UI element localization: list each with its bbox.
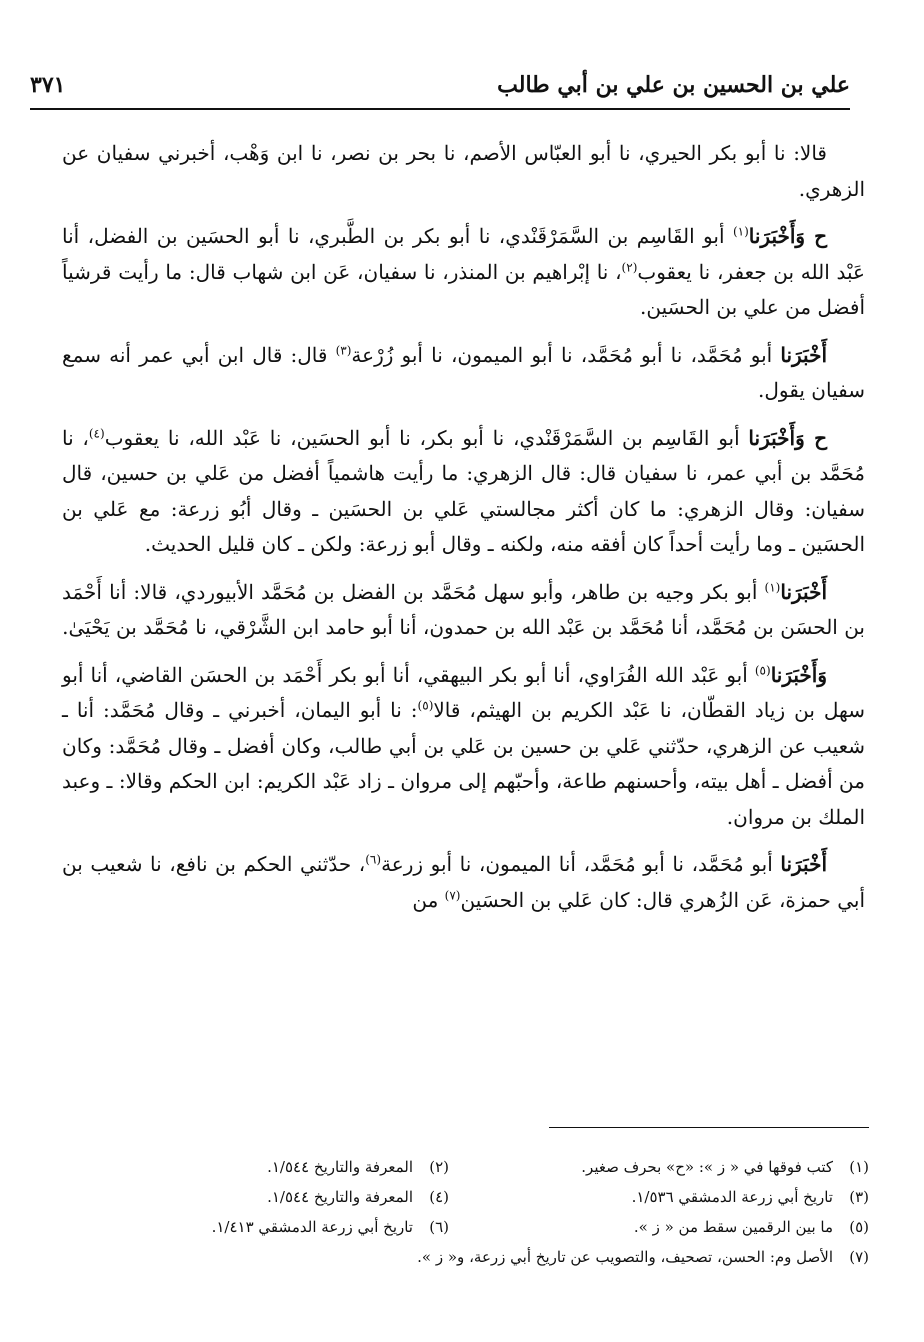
paragraph-7 [62, 847, 865, 918]
page-number: ٣٧١ [30, 72, 66, 98]
footnote-row [59, 1152, 869, 1182]
footnote-number: (٧) [849, 1248, 869, 1266]
footnote-marker: (١) [764, 579, 781, 594]
paragraph-4-text-b: ، نا مُحَمَّد بن أبي عمر، نا سفيان قال: قال الزهري: ما رأيت هاشمياً أفضل من عَلي بن حسين، قال سفيان: وقال الزهري: ما كان أكثر مجالستي عَلي بن الحسَين ـ وقال أبُو زرعة: مع عَلي بن الحسَين ـ وما رأيت أحداً كان أفقه منه، ولكنه ـ وقال أبو زرعة: ولكن ـ كان قليل الحديث. [62, 425, 865, 556]
footnote-number: (٣) [849, 1188, 869, 1206]
footnotes [59, 1152, 869, 1272]
footnote-marker: (٤) [88, 425, 105, 440]
isnad-keyword: ح وَأَخْبَرَنا [748, 224, 828, 248]
footnote-text: المعرفة والتاريخ ١/٥٤٤. [267, 1188, 413, 1206]
paragraph-3 [62, 338, 865, 409]
footnote-3 [632, 1182, 869, 1212]
paragraph-1-text: قالا: نا أبو بكر الحيري، نا أبو العبّاس الأصم، نا بحر بن نصر، نا ابن وَهْب، أخبرني سفيان عن الزهري. [62, 141, 865, 201]
footnote-marker: (٣) [335, 342, 352, 357]
footnote-number: (٤) [429, 1188, 449, 1206]
paragraph-3-text-b: قال: قال ابن أبي عمر أنه سمع سفيان يقول. [62, 342, 865, 402]
paragraph-7-text-a: أبو مُحَمَّد، نا أبو مُحَمَّد، أنا الميمون، نا أبو زرعة [381, 852, 781, 876]
main-text [62, 136, 865, 930]
footnote-text: كتب فوقها في « ز »: «ح» بحرف صغير. [581, 1158, 833, 1176]
footnote-text: تاريخ أبي زرعة الدمشقي ١/٥٣٦. [631, 1188, 833, 1206]
paragraph-4-text-a: أبو القَاسِم بن السَّمَرْقَنْدي، نا أبو بكر، نا أبو الحسَين، نا عَبْد الله، نا يعقوب [104, 425, 749, 450]
paragraph-5 [62, 575, 865, 646]
isnad-keyword: أَخْبَرَنا [780, 579, 827, 604]
footnote-row [59, 1242, 869, 1272]
footnote-row [59, 1182, 869, 1212]
footnote-number: (٥) [849, 1218, 869, 1236]
footnote-text: الأصل وم: الحسن، تصحيف، والتصويب عن تاريخ أبي زرعة، و« ز ». [417, 1248, 833, 1266]
footnote-text: تاريخ أبي زرعة الدمشقي ١/٤١٣. [211, 1218, 413, 1236]
isnad-keyword: وَأَخْبَرَنا [770, 662, 827, 687]
footnote-row [59, 1212, 869, 1242]
isnad-keyword: أَخْبَرَنا [780, 342, 827, 367]
footnote-marker: (٦) [365, 852, 382, 867]
running-header [30, 72, 850, 106]
header-rule [30, 108, 850, 110]
footnote-number: (١) [849, 1158, 869, 1176]
footnote-7 [417, 1242, 869, 1272]
paragraph-3-text-a: أبو مُحَمَّد، نا أبو مُحَمَّد، نا أبو الميمون، نا أبو زُرْعة [351, 342, 781, 367]
paragraph-5-text: أبو بكر وجيه بن طاهر، وأبو سهل مُحَمَّد بن الفضل بن مُحَمَّد الأبيوردي، قالا: أنا أَحْمَد بن الحسَن بن مُحَمَّد، أنا مُحَمَّد بن عَبْد الله بن حمدون، أنا أبو حامد ابن الشَّرْقي، نا مُحَمَّد بن يَحْيَىٰ. [62, 579, 865, 639]
paragraph-6-text-b: : نا أبو اليمان، أخبرني ـ وقال مُحَمَّد: أنا ـ شعيب عن الزهري، حدّثني عَلي بن حسين بن عَلي بن أبي طالب، وكان أفضل ـ وقال مُحَمَّد: وكان من أفضل ـ أهل بيته، وأحسنهم طاعة، وأحبّهم إلى مروان ـ زاد عَبْد الكريم: ابن الحكم وقالا: ـ وعبد الملك بن مروان. [62, 698, 865, 829]
paragraph-2-text-a: أبو القَاسِم بن السَّمَرْقَنْدي، نا أبو بكر بن الطَّبري، نا أبو الحسَين بن الفضل، أنا عَبْد الله بن جعفر، نا يعقوب [62, 224, 865, 284]
footnote-text: ما بين الرقمين سقط من « ز ». [633, 1218, 833, 1236]
footnote-2 [267, 1152, 449, 1182]
footnote-marker: (٧) [444, 887, 461, 902]
footnote-1 [581, 1152, 869, 1182]
footnote-4 [267, 1182, 449, 1212]
footnote-5 [634, 1212, 869, 1242]
footnote-marker: (٢) [621, 259, 638, 274]
isnad-keyword: أَخْبَرَنا [780, 852, 827, 876]
footnote-number: (٦) [429, 1218, 449, 1236]
footnote-6 [212, 1212, 449, 1242]
paragraph-4 [62, 421, 865, 563]
footnote-marker: (١) [732, 224, 749, 239]
paragraph-7-text-b: ، حدّثني الحكم بن نافع، نا شعيب بن أبي حمزة، عَن الزُهري قال: كان عَلي بن الحسَين [62, 852, 865, 912]
isnad-keyword: ح وَأَخْبَرَنا [748, 425, 827, 450]
footnote-text: المعرفة والتاريخ ١/٥٤٤. [267, 1158, 413, 1176]
footnote-marker: (٥) [754, 662, 771, 677]
footnote-marker: (٥) [417, 698, 434, 713]
paragraph-1 [62, 136, 865, 207]
paragraph-2-text-b: ، نا إبْراهيم بن المنذر، نا سفيان، عَن ابن شهاب قال: ما رأيت قرشياً أفضل من علي بن الحسَين. [62, 259, 865, 319]
paragraph-2 [62, 219, 865, 326]
footnote-number: (٢) [429, 1158, 449, 1176]
paragraph-7-text-c: من [412, 887, 445, 912]
paragraph-6-text-a: أبو عَبْد الله الفُرَاوي، أنا أبو بكر البيهقي، أنا أبو بكر أَحْمَد بن الحسَن القاضي، أنا أبو سهل بن زياد القطّان، نا عَبْد الكريم بن الهيثم، قالا [62, 662, 865, 722]
footnote-rule [549, 1127, 869, 1128]
running-title: علي بن الحسين بن علي بن أبي طالب [497, 72, 850, 98]
paragraph-6 [62, 658, 865, 836]
